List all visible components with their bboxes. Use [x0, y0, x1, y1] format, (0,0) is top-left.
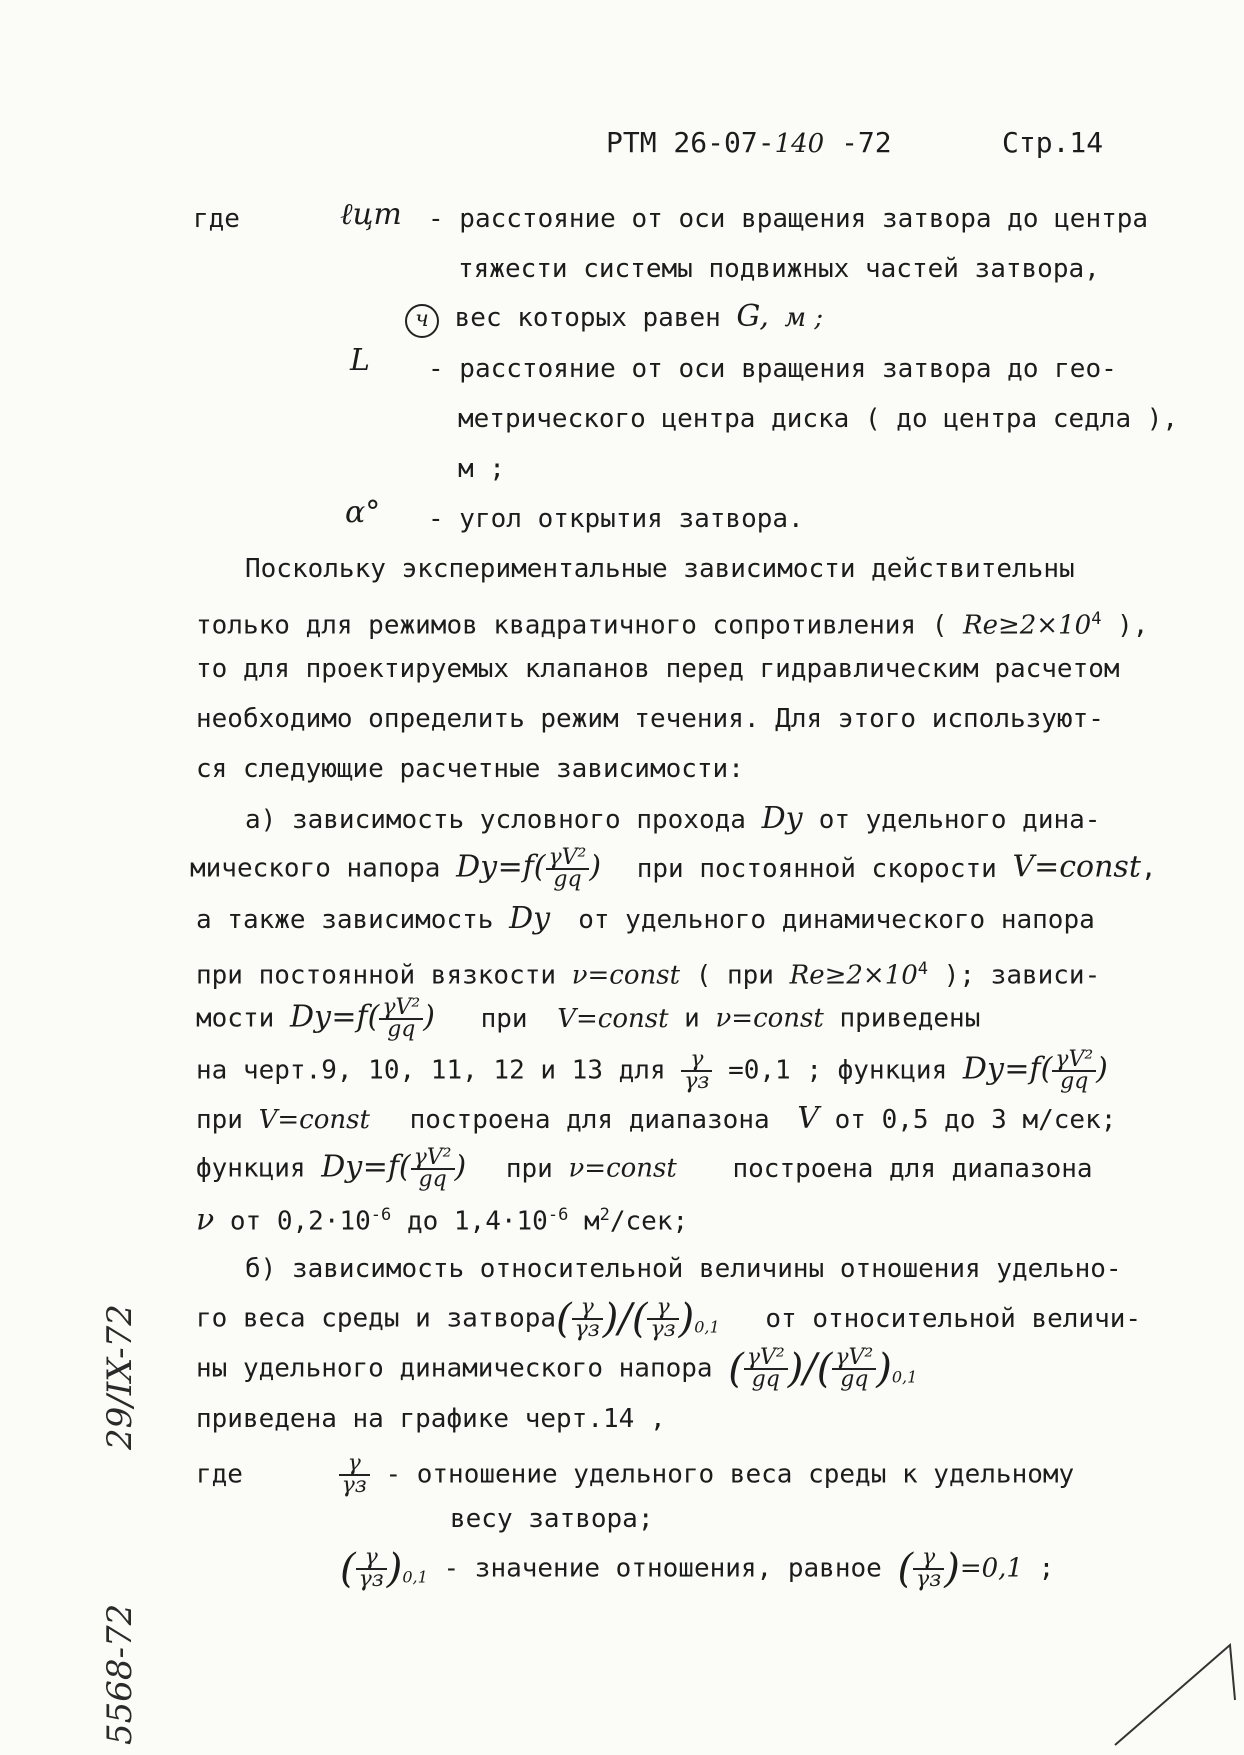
para-a-line4: при постоянной вязкости ν=const ( при $Re\ge 2\times 10^4$ ); зависи- — [196, 959, 1101, 991]
def-L-line2: метрического центра диска ( до центра седла ), — [458, 404, 1179, 434]
para-a-line5: мости Dу=f( $\frac{\text{γV²}}{gq}$ ) при V=const и ν=const приведены — [196, 995, 981, 1042]
para-a-line8: функция Dу=f( $\frac{\text{γV²}}{gq}$ ) при ν=const построена для диапазона — [196, 1145, 1093, 1192]
para-b-line4: приведена на графике черт.14 , — [196, 1404, 666, 1434]
para1-line3: то для проектируемых клапанов перед гидравлическим расчетом — [196, 654, 1120, 684]
para-a-line3: а также зависимость Dу от удельного динамического напора — [196, 901, 1095, 936]
para-a-line7: при V=const построена для диапазона V от 0,5 до 3 м/сек; — [196, 1101, 1117, 1136]
fraction-dyn-head: $\frac{\text{γV²}}{gq}$ — [546, 848, 590, 890]
para-a-line1: а) зависимость условного прохода Dу от удельного дина- — [245, 801, 1101, 836]
para1-line5: ся следующие расчетные зависимости: — [196, 754, 744, 784]
para1-line4: необходимо определить режим течения. Для этого используют- — [196, 704, 1104, 734]
para-b-line3: ны удельного динамического напора ( $\frac{\text{γV²}}{gq}$ )/( $\frac{\text{γV²}}{gq}$ )$_{0,1}$ — [196, 1345, 918, 1392]
para1-line1: Поскольку экспериментальные зависимости действительны — [245, 554, 1075, 584]
def-L-line3: м ; — [458, 454, 505, 484]
para-b-line7: ( $\frac{\gamma}{\gamma з}$ )$_{0,1}$ - значение отношения, равное ( $\frac{\gamma}{\gamma з}$ )=0,1 ; — [340, 1545, 1055, 1592]
header-doc-code: РТМ 26-07-140 -72 — [606, 126, 892, 159]
para-b-line2: го веса среды и затвора( $\frac{\gamma}{\gamma з}$ )/( $\frac{\gamma}{\gamma з}$ )$_{0,1}$ от относительной величи- — [196, 1295, 1142, 1342]
def-L-line1: - расстояние от оси вращения затвора до гео- — [428, 354, 1117, 384]
para-b-line1: б) зависимость относительной величины отношения удельно- — [245, 1254, 1122, 1284]
para-a-line9: ν от $0,2\cdot 10^{-6}$ до $1,4\cdot 10^{-6}$ $м^2$/сек; — [196, 1202, 689, 1238]
para-a-line6: на черт.9, 10, 11, 12 и 13 для $\frac{\gamma}{\gamma з}$ =0,1 ; функция Dу=f( $\frac{\text{γV²}}{gq}$ ) — [196, 1047, 1108, 1094]
def-lcm-line3: ч вес которых равен G, м ; — [405, 302, 823, 338]
para-b-line5: где $\frac{\gamma}{\gamma з}$ - отношение удельного веса среды к удельному — [196, 1451, 1075, 1498]
def-lcm-line1: - расстояние от оси вращения затвора до центра — [428, 204, 1149, 234]
fraction-dyn-head-3: $\frac{\text{γV²}}{gq}$ — [1052, 1050, 1096, 1092]
circled-mark: ч — [405, 304, 439, 338]
corner-stroke — [1110, 1640, 1240, 1750]
para1-line2: только для режимов квадратичного сопротивления ( $Re\ge 2\times 10^4$ ), — [196, 609, 1149, 641]
fraction-dyn-head-4: $\frac{\text{γV²}}{gq}$ — [411, 1148, 455, 1190]
margin-code: 5568-72 — [100, 1603, 140, 1745]
where-label-1: где — [193, 204, 240, 234]
symbol-l-cm: ℓцт — [340, 197, 402, 232]
margin-signature: 29/IX-72 — [100, 1304, 140, 1450]
symbol-alpha: α° — [345, 495, 381, 530]
fraction-gamma-ratio: $\frac{\gamma}{\gamma з}$ — [681, 1050, 712, 1092]
para-a-line2: мического напора Dу=f( $\frac{\text{γV²}}{gq}$ ) при постоянной скорости V=const, — [190, 845, 1157, 892]
header-page-number: Стр.14 — [1002, 126, 1104, 159]
symbol-L: L — [350, 343, 370, 378]
fraction-dyn-head-2: $\frac{\text{γV²}}{gq}$ — [379, 998, 423, 1040]
def-lcm-line2: тяжести системы подвижных частей затвора, — [458, 254, 1100, 284]
para-b-line6: весу затвора; — [450, 1504, 654, 1534]
def-alpha: - угол открытия затвора. — [428, 504, 804, 534]
